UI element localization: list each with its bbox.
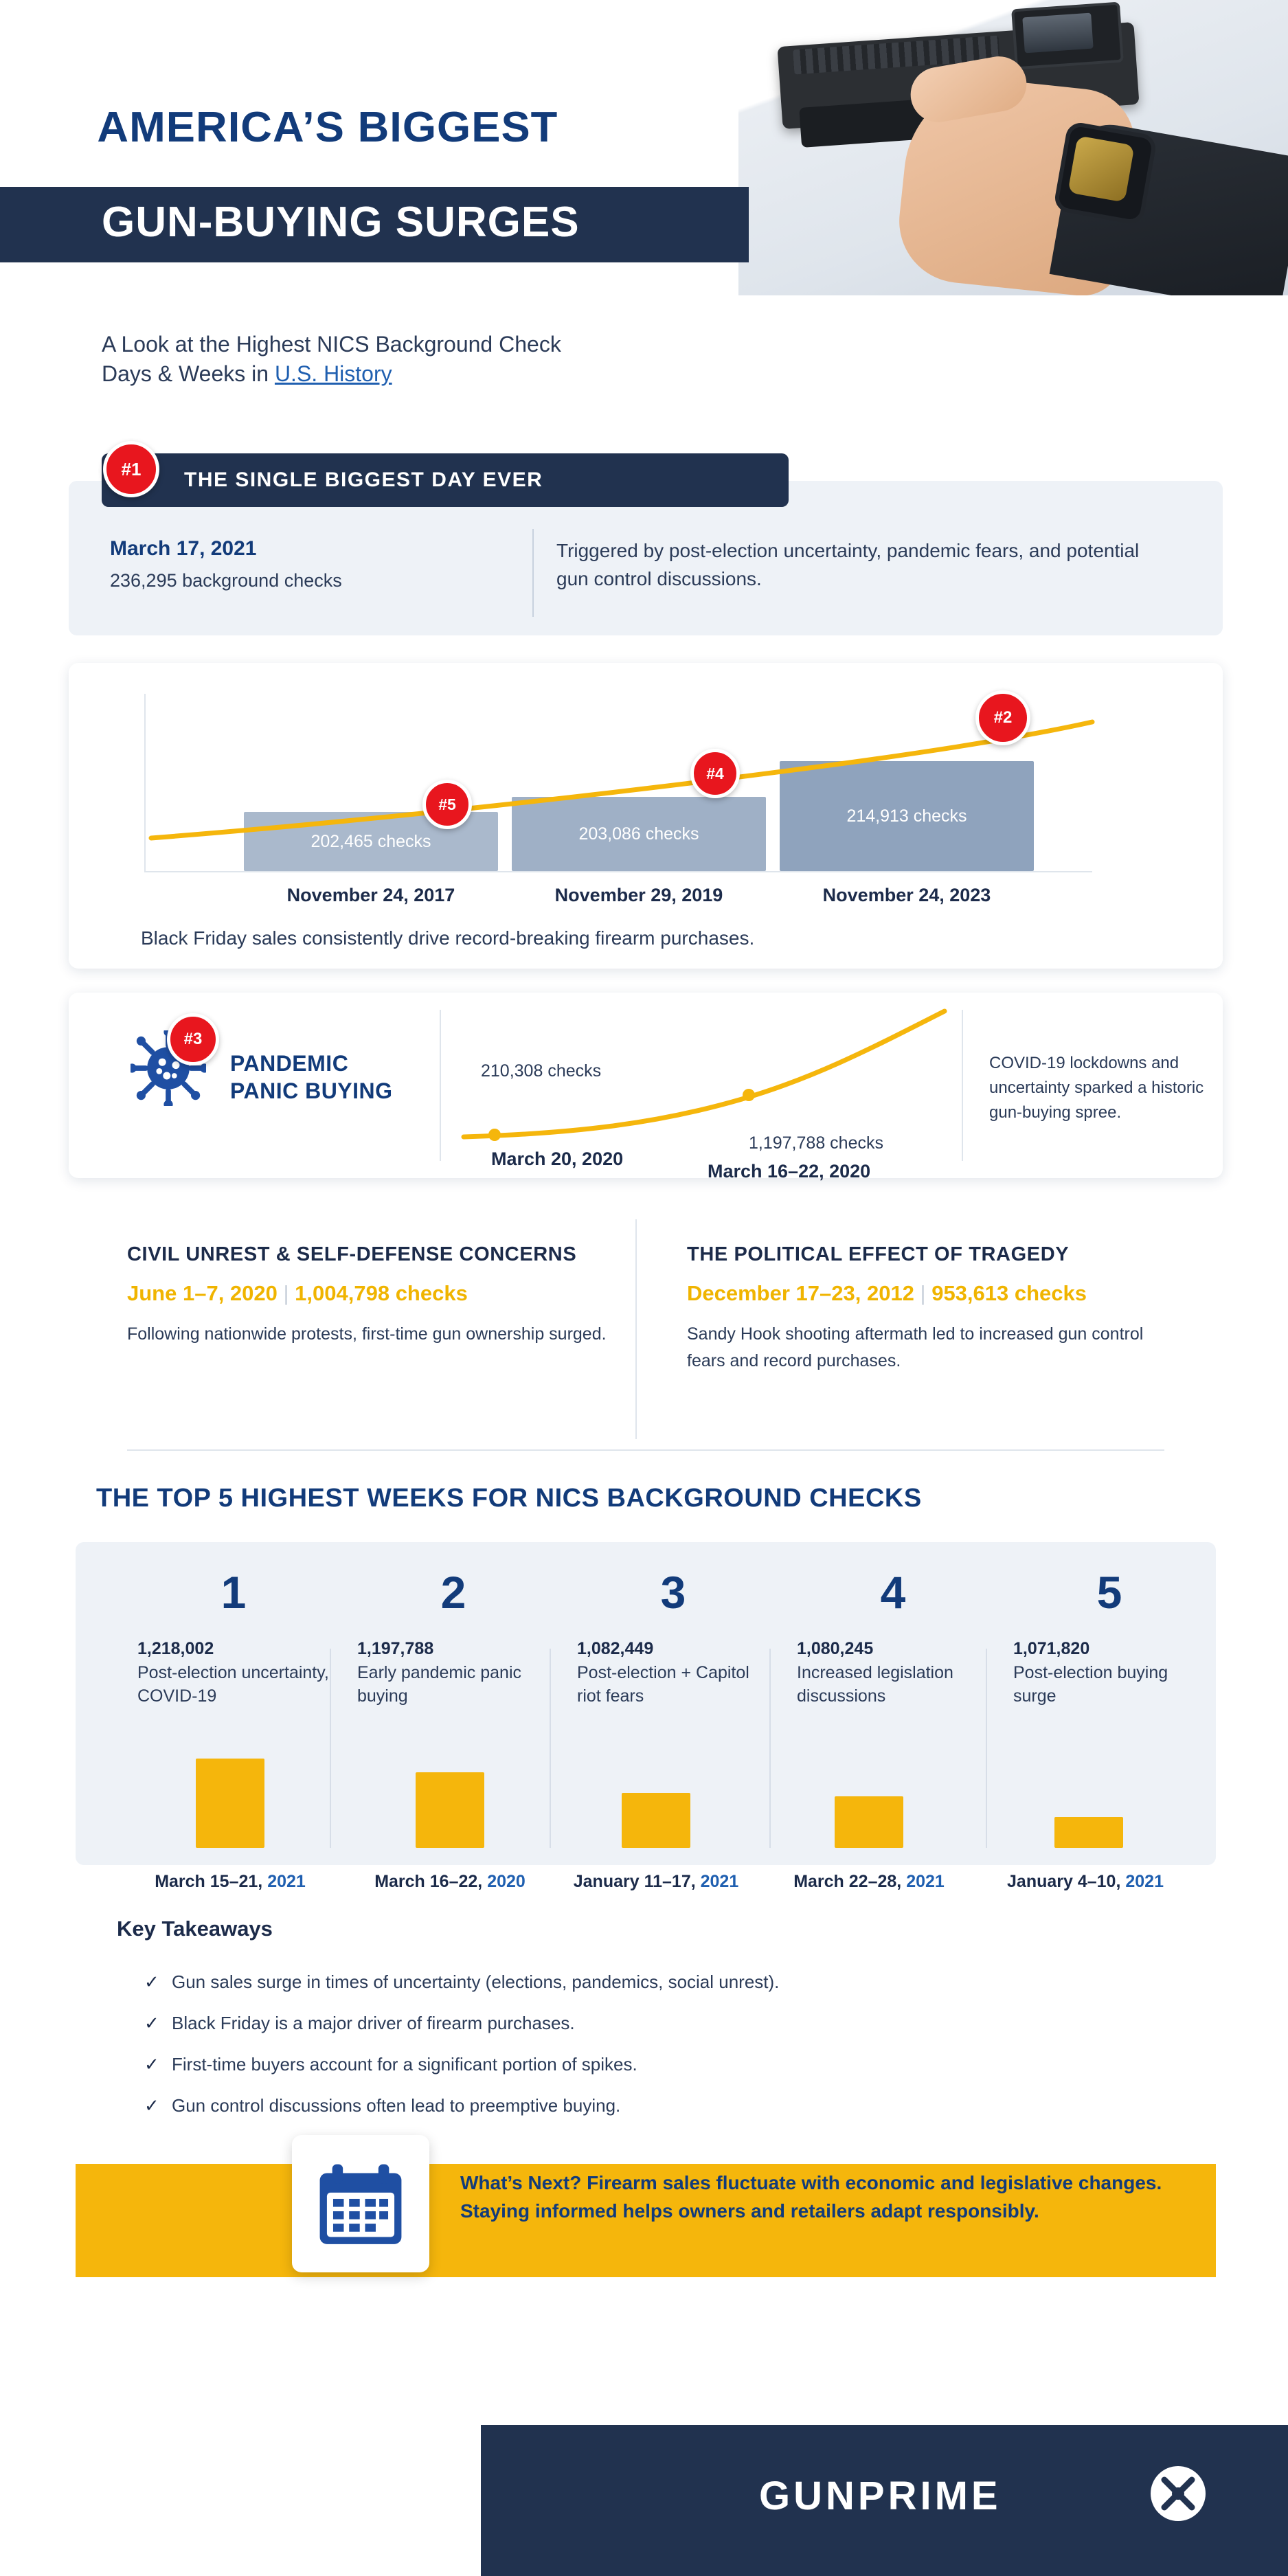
- top5-item-1: [137, 1566, 330, 1708]
- pandemic-title: [230, 1050, 422, 1105]
- top5-bar-3: [622, 1793, 690, 1848]
- column-civil-unrest: [127, 1243, 608, 1348]
- top5-number: 1,218,002: [137, 1639, 214, 1658]
- check-icon: ✓: [144, 2013, 159, 2033]
- rifle-photo: [0, 2332, 824, 2538]
- top5-desc: Post-election buying surge: [1013, 1663, 1168, 1706]
- top5-date-5: [975, 1872, 1195, 1892]
- watch-face-shape: [1067, 135, 1134, 202]
- bar-nov-2019: 203,086 checks: [512, 797, 766, 871]
- rank-badge-3: #3: [167, 1013, 219, 1065]
- top5-date-year: 2021: [906, 1872, 945, 1891]
- bar-label-nov-2017: November 24, 2017: [286, 885, 455, 905]
- divider: [986, 1649, 987, 1848]
- top5-title: THE TOP 5 HIGHEST WEEKS FOR NICS BACKGROUND CHECKS: [96, 1484, 922, 1513]
- top5-desc: Increased legislation discussions: [797, 1663, 953, 1706]
- column-body: Sandy Hook shooting aftermath led to increased gun control fears and record purchases.: [687, 1324, 1144, 1370]
- hero-section: [0, 0, 1288, 323]
- bar-nov-2017: 202,465 checks: [244, 812, 498, 871]
- top5-rank: 2: [440, 1567, 466, 1618]
- check-icon: ✓: [144, 2054, 159, 2075]
- top5-desc: Post-election + Capitol riot fears: [577, 1663, 749, 1706]
- check-icon: ✓: [144, 1971, 159, 1992]
- optic-lens-shape: [1022, 13, 1093, 54]
- top5-desc: Early pandemic panic buying: [357, 1663, 522, 1706]
- top5-number: 1,080,245: [797, 1639, 874, 1658]
- top5-bar-5: [1054, 1817, 1123, 1848]
- takeaway-item-3: [144, 2054, 637, 2075]
- pandemic-point2-label: 1,197,788 checks: [749, 1133, 883, 1153]
- top5-bar-1: [196, 1759, 264, 1848]
- top5-date-4: [759, 1872, 979, 1892]
- pandemic-description: COVID-19 lockdowns and uncertainty sparked a historic gun-buying spree.: [989, 1054, 1204, 1122]
- column-body: Following nationwide protests, first-time gun ownership surged.: [127, 1324, 607, 1344]
- rank-badge-4: #4: [690, 749, 740, 798]
- top5-item-5: [1013, 1566, 1206, 1708]
- black-friday-trend-line: [137, 690, 1099, 876]
- top5-date-text: March 16–22,: [374, 1872, 488, 1891]
- calendar-icon: [316, 2162, 405, 2248]
- top5-rank: 4: [880, 1567, 906, 1618]
- top5-date-3: [546, 1872, 766, 1892]
- divider: [769, 1649, 771, 1848]
- biggest-day-ribbon: [102, 453, 789, 507]
- column-political-tragedy: [687, 1243, 1168, 1375]
- rank-badge-1: #1: [103, 441, 159, 497]
- top5-number: 1,071,820: [1013, 1639, 1090, 1658]
- key-takeaways-title: Key Takeaways: [117, 1917, 273, 1941]
- top5-date-2: [340, 1872, 560, 1892]
- top5-date-1: [120, 1872, 340, 1892]
- pandemic-point1-date: March 20, 2020: [491, 1149, 624, 1169]
- bar-label-nov-2019: November 29, 2019: [554, 885, 723, 905]
- black-friday-caption: Black Friday sales consistently drive record-breaking firearm purchases.: [141, 927, 755, 949]
- top5-date-year: 2021: [700, 1872, 739, 1891]
- top5-rank: 5: [1096, 1567, 1122, 1618]
- top5-date-year: 2020: [487, 1872, 526, 1891]
- column-heading: THE POLITICAL EFFECT OF TRAGEDY: [687, 1243, 1070, 1265]
- takeaway-text: First-time buyers account for a significant portion of spikes.: [172, 2054, 637, 2075]
- brand-wordmark: GUNPRIME: [759, 2474, 1002, 2518]
- pandemic-point1-label: 210,308 checks: [481, 1061, 602, 1081]
- pandemic-point2-date: March 16–22, 2020: [708, 1161, 871, 1182]
- divider: [635, 1219, 637, 1439]
- bar-label-nov-2023: November 24, 2023: [822, 885, 991, 905]
- handgun-photo: [738, 0, 1288, 295]
- subtitle-line2-prefix: Days & Weeks in: [102, 361, 275, 387]
- banner-text: What’s Next? Firearm sales fluctuate with economic and legislative changes. Staying informed helps owners and retailers adapt responsibly.: [460, 2172, 1162, 2222]
- divider: [127, 1449, 1164, 1451]
- column-stat-value: 953,613 checks: [931, 1281, 1087, 1305]
- page-title-line2: GUN-BUYING SURGES: [102, 199, 580, 246]
- takeaway-item-4: [144, 2095, 620, 2116]
- top5-date-year: 2021: [267, 1872, 306, 1891]
- divider: [532, 529, 534, 617]
- pandemic-title-line2: PANIC BUYING: [230, 1078, 393, 1103]
- column-heading: CIVIL UNREST & SELF-DEFENSE CONCERNS: [127, 1243, 577, 1265]
- divider: [550, 1649, 551, 1848]
- top5-number: 1,082,449: [577, 1639, 654, 1658]
- brand-logo-icon: [1151, 2466, 1206, 2521]
- subtitle-link[interactable]: U.S. History: [274, 361, 392, 387]
- top5-date-text: March 15–21,: [155, 1872, 268, 1891]
- top5-date-text: January 11–17,: [573, 1872, 701, 1891]
- divider: [440, 1010, 441, 1161]
- rank-badge-2: #2: [975, 690, 1030, 745]
- top5-item-4: [797, 1566, 989, 1708]
- biggest-day-ribbon-label: THE SINGLE BIGGEST DAY EVER: [184, 468, 543, 491]
- top5-item-3: [577, 1566, 769, 1708]
- top5-date-year: 2021: [1125, 1872, 1164, 1891]
- biggest-day-count: 236,295 background checks: [110, 570, 342, 591]
- biggest-day-description: Triggered by post-election uncertainty, pandemic fears, and potential gun control discussions.: [556, 540, 1140, 589]
- top5-date-text: January 4–10,: [1007, 1872, 1126, 1891]
- column-stat: December 17–23, 2012 | 953,613 checks: [687, 1281, 1087, 1305]
- takeaway-item-1: [144, 1971, 779, 1993]
- top5-number: 1,197,788: [357, 1639, 434, 1658]
- pandemic-title-line1: PANDEMIC: [230, 1051, 349, 1076]
- takeaway-text: Gun sales surge in times of uncertainty (elections, pandemics, social unrest).: [172, 1971, 780, 1992]
- column-stat-value: 1,004,798 checks: [295, 1281, 468, 1305]
- top5-date-text: March 22–28,: [793, 1872, 907, 1891]
- top5-bar-4: [835, 1796, 903, 1848]
- biggest-day-date: March 17, 2021: [110, 537, 257, 560]
- bar-nov-2023: 214,913 checks: [780, 761, 1034, 871]
- top5-rank: 3: [660, 1567, 686, 1618]
- column-stat: June 1–7, 2020 | 1,004,798 checks: [127, 1281, 468, 1305]
- column-stat-date: June 1–7, 2020: [127, 1281, 278, 1305]
- rank-badge-5: #5: [422, 780, 472, 829]
- takeaway-item-2: [144, 2013, 575, 2034]
- takeaway-text: Black Friday is a major driver of firearm purchases.: [172, 2013, 575, 2033]
- divider: [962, 1010, 963, 1161]
- takeaway-text: Gun control discussions often lead to preemptive buying.: [172, 2095, 621, 2116]
- subtitle-line1: A Look at the Highest NICS Background Check: [102, 332, 561, 357]
- top5-desc: Post-election uncertainty, COVID-19: [137, 1663, 329, 1706]
- check-icon: ✓: [144, 2095, 159, 2116]
- column-stat-date: December 17–23, 2012: [687, 1281, 914, 1305]
- top5-bar-2: [416, 1772, 484, 1848]
- page-title-line1: AMERICA’S BIGGEST: [97, 104, 558, 151]
- biggest-day-stats: [110, 537, 536, 591]
- top5-rank: 1: [221, 1567, 247, 1618]
- divider: [330, 1649, 331, 1848]
- page-subtitle: [102, 330, 789, 389]
- top5-item-2: [357, 1566, 550, 1708]
